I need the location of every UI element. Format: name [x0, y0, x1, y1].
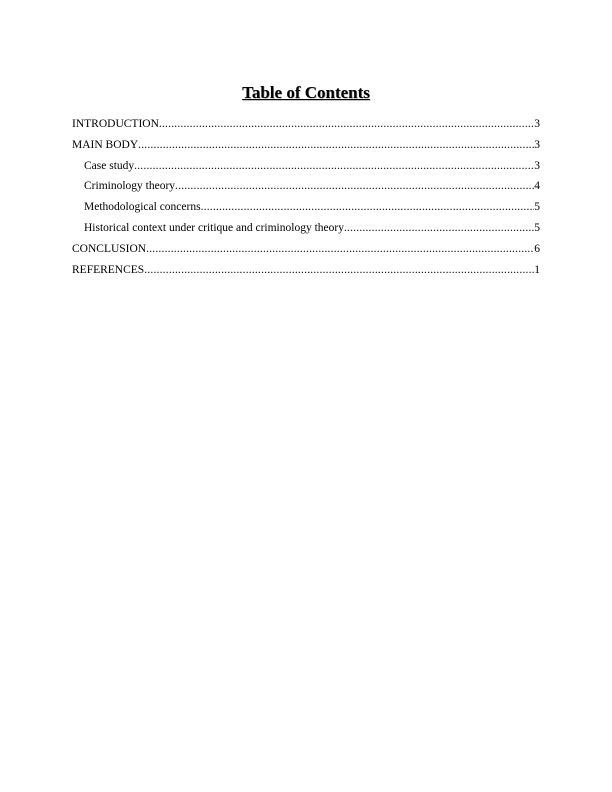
toc-dot-leader — [146, 241, 534, 257]
toc-entry-references[interactable] — [72, 262, 540, 283]
toc-entry-page: 4 — [534, 180, 540, 193]
toc-entry-historical-context[interactable] — [72, 220, 540, 241]
toc-entry-label: REFERENCES — [72, 263, 145, 276]
toc-dot-leader — [201, 199, 535, 215]
toc-entry-label: MAIN BODY — [72, 138, 139, 151]
toc-title: Table of Contents — [242, 83, 370, 102]
toc-entry-methodological-concerns[interactable] — [72, 199, 540, 220]
toc-list — [72, 116, 540, 282]
toc-entry-label: CONCLUSION — [72, 242, 147, 255]
toc-dot-leader — [134, 158, 534, 174]
toc-entry-case-study[interactable] — [72, 158, 540, 179]
toc-entry-page: 5 — [534, 221, 540, 234]
toc-entry-page: 3 — [534, 118, 540, 130]
toc-entry-criminology-theory[interactable] — [72, 178, 540, 199]
toc-entry-introduction[interactable] — [72, 116, 540, 137]
toc-entry-page: 5 — [534, 201, 540, 214]
toc-entry-main-body[interactable] — [72, 137, 540, 158]
toc-entry-page: 1 — [534, 263, 540, 276]
toc-entry-page: 6 — [534, 242, 540, 255]
toc-dot-leader — [344, 220, 534, 236]
toc-dot-leader — [144, 262, 534, 278]
toc-dot-leader — [175, 178, 534, 194]
toc-entry-label: Methodological concerns — [84, 201, 201, 214]
toc-dot-leader — [138, 137, 534, 153]
toc-entry-label: Case study — [84, 159, 135, 172]
toc-entry-page: 3 — [534, 159, 540, 172]
toc-entry-label: INTRODUCTION — [72, 118, 159, 130]
toc-dot-leader — [159, 116, 534, 132]
toc-entry-conclusion[interactable] — [72, 241, 540, 262]
toc-entry-label: Historical context under critique and criminology theory — [84, 221, 344, 234]
toc-entry-page: 3 — [534, 138, 540, 151]
toc-entry-label: Criminology theory — [84, 180, 176, 193]
